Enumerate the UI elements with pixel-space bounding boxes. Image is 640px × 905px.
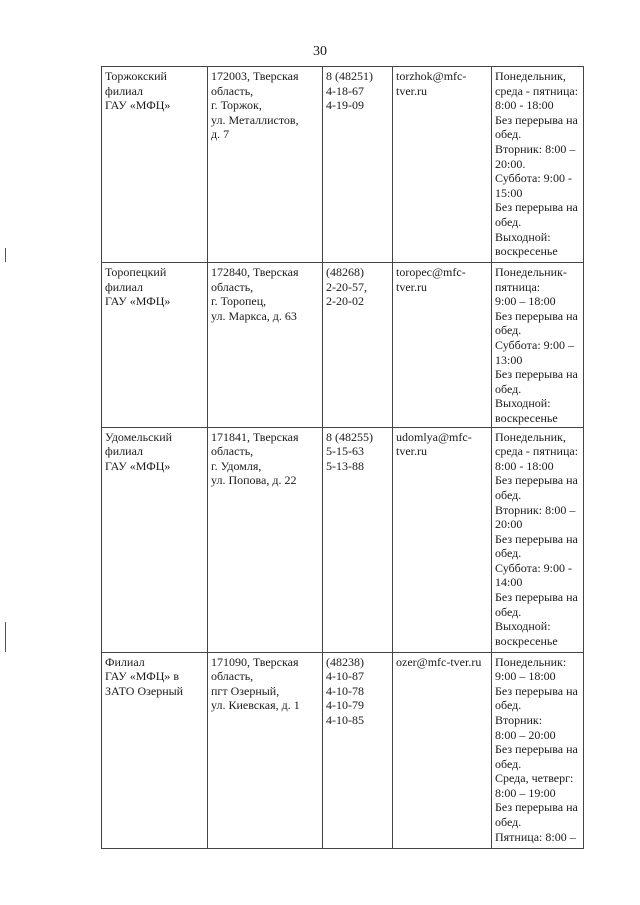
office-name-cell: Торопецкий филиал ГАУ «МФЦ» [102, 263, 208, 428]
office-name-cell: Торжокский филиал ГАУ «МФЦ» [102, 67, 208, 263]
office-address-cell: 172003, Тверская область, г. Торжок, ул. Металлистов, д. 7 [208, 67, 323, 263]
office-hours-cell: Понедельник- пятница: 9:00 – 18:00 Без перерыва на обед. Суббота: 9:00 – 13:00 Без перерыва на обед. Выходной: воскресенье [492, 263, 584, 428]
office-phones-cell: 8 (48251) 4-18-67 4-19-09 [323, 67, 393, 263]
table-row [102, 427, 584, 652]
office-email-cell: toropec@mfc- tver.ru [393, 263, 492, 428]
office-phones-cell: 8 (48255) 5-15-63 5-13-88 [323, 427, 393, 652]
table-row [102, 67, 584, 263]
office-hours-cell: Понедельник, среда - пятница: 8:00 - 18:00 Без перерыва на обед. Вторник: 8:00 – 20:00. Суббота: 9:00 - 15:00 Без перерыва на обед. Выходной: воскресенье [492, 67, 584, 263]
margin-mark [5, 622, 6, 652]
office-name-cell: Филиал ГАУ «МФЦ» в ЗАТО Озерный [102, 652, 208, 848]
office-address-cell: 171090, Тверская область, пгт Озерный, ул. Киевская, д. 1 [208, 652, 323, 848]
office-hours-cell: Понедельник, среда - пятница: 8:00 - 18:00 Без перерыва на обед. Вторник: 8:00 – 20:00 Без перерыва на обед. Суббота: 9:00 - 14:00 Без перерыва на обед. Выходной: воскресенье [492, 427, 584, 652]
table-row [102, 263, 584, 428]
office-email-cell: torzhok@mfc- tver.ru [393, 67, 492, 263]
office-hours-cell: Понедельник: 9:00 – 18:00 Без перерыва на обед. Вторник: 8:00 – 20:00 Без перерыва на обед. Среда, четверг: 8:00 – 19:00 Без перерыва на обед. Пятница: 8:00 – [492, 652, 584, 848]
margin-mark [5, 248, 6, 262]
page-number: 30 [313, 44, 327, 59]
office-email-cell: ozer@mfc-tver.ru [393, 652, 492, 848]
offices-table [101, 66, 584, 849]
office-email-cell: udomlya@mfc- tver.ru [393, 427, 492, 652]
office-phones-cell: (48268) 2-20-57, 2-20-02 [323, 263, 393, 428]
office-address-cell: 172840, Тверская область, г. Торопец, ул. Маркса, д. 63 [208, 263, 323, 428]
office-name-cell: Удомельский филиал ГАУ «МФЦ» [102, 427, 208, 652]
office-address-cell: 171841, Тверская область, г. Удомля, ул. Попова, д. 22 [208, 427, 323, 652]
office-phones-cell: (48238) 4-10-87 4-10-78 4-10-79 4-10-85 [323, 652, 393, 848]
table-row [102, 652, 584, 848]
